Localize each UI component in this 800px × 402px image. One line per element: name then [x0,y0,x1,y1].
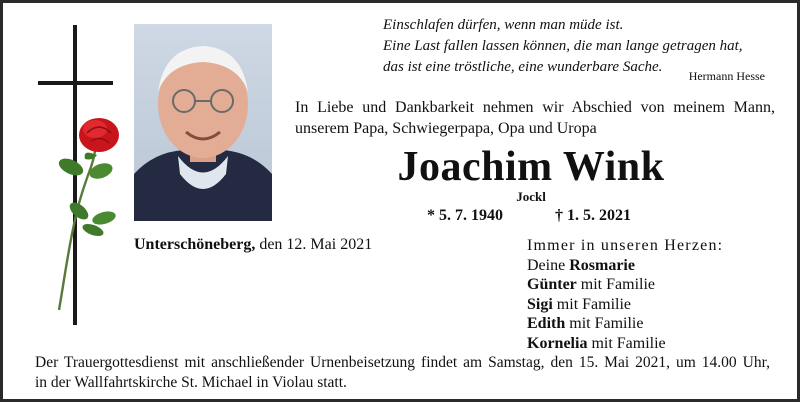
mourner-name: Günter [527,276,577,293]
mourner-entry: Günter mit Familie [527,276,655,293]
quote-line: Einschlafen dürfen, wenn man müde ist. [383,17,624,33]
mourners-list [527,236,723,353]
mourner-name: Sigi [527,295,553,313]
quote-line: das ist eine tröstliche, eine wunderbare Sache. [383,59,663,75]
place-and-date [134,236,372,254]
mourner-name: Kornelia [527,334,588,352]
quote-line: Eine Last fallen lassen können, die man lange getragen hat, [383,38,743,54]
mourner-entry: Kornelia mit Familie [527,334,666,352]
notice-line: Der Trauergottesdienst mit anschließender Urnenbeisetzung findet am Samstag, den 15. Mai 2021, um 14.00 Uhr, [35,354,770,371]
portrait-photo [134,24,272,221]
mourner-entry: Sigi mit Familie [527,295,632,313]
quote-author: Hermann Hesse [688,69,765,83]
deceased-nickname: Jockl [516,189,546,204]
cross-with-rose-illustration [35,25,125,325]
mourner-entry: Deine Rosmarie [527,256,635,274]
mourner-name: Edith [527,315,566,332]
intro-line: In Liebe und Dankbarkeit nehmen wir Abschied von meinem Mann, [295,99,775,116]
mourner-name: Rosmarie [569,256,635,274]
notice-line: in der Wallfahrtskirche St. Michael in Violau statt. [35,374,347,391]
notice-date: den 12. Mai 2021 [259,236,373,253]
farewell-intro [295,97,775,139]
mourners-title: Immer in unseren Herzen: [527,237,724,254]
mourner-entry: Edith mit Familie [527,315,644,332]
funeral-service-notice [35,353,770,393]
place-name: Unterschöneberg, [134,236,256,253]
intro-line: unserem Papa, Schwiegerpapa, Opa und Uropa [295,120,597,137]
deceased-name: Joachim Wink [397,144,665,190]
birth-date: * 5. 7. 1940 [427,207,503,224]
death-date: † 1. 5. 2021 [555,207,631,224]
